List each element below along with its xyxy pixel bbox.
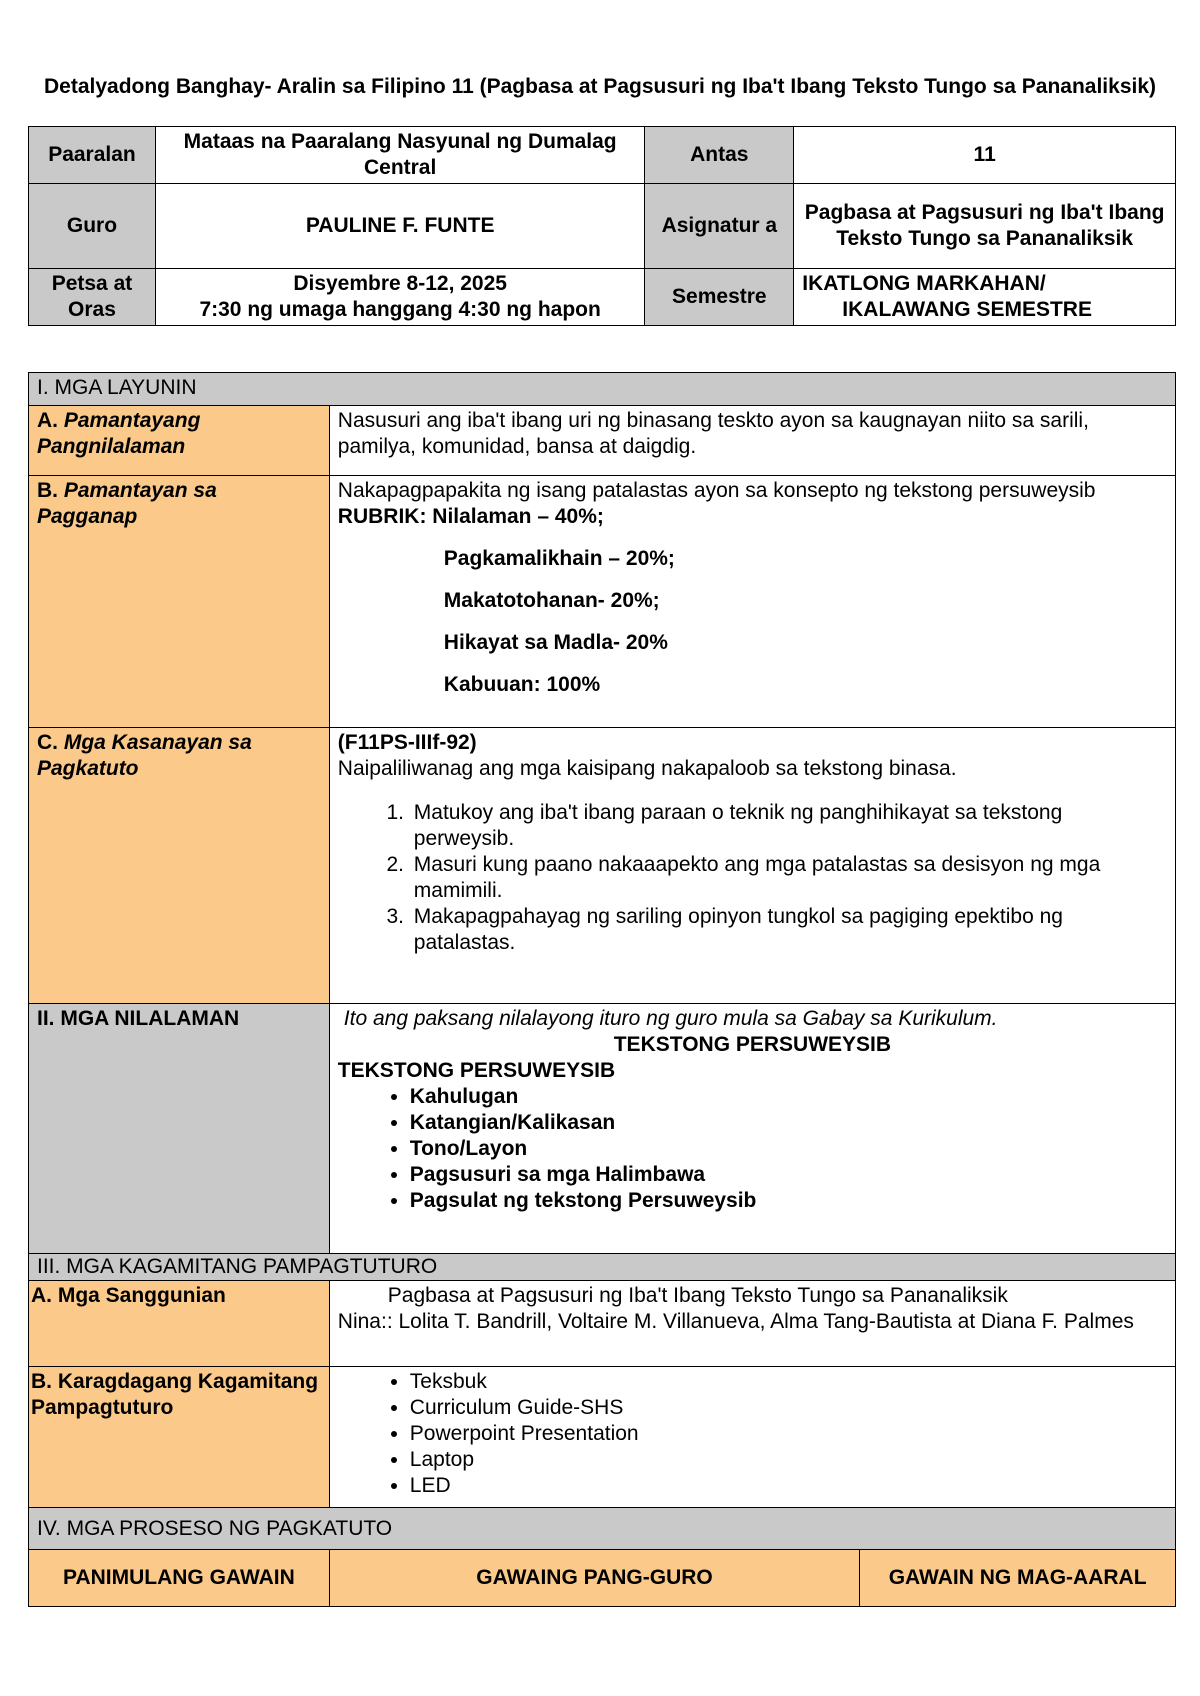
b-text: Nakapagpapakita ng isang patalastas ayon sa konsepto ng tekstong persuweysib (337, 479, 1096, 502)
list-item: • Curriculum Guide-SHS (410, 1395, 1167, 1421)
paaralan-value: Mataas na Paaralang Nasyunal ng Dumalag Central (155, 127, 644, 184)
b-prefix: B. (37, 479, 58, 502)
kagamitan-heading: III. MGA KAGAMITANG PAMPAGTUTURO (29, 1254, 1176, 1281)
rubrik-line: Pagkamalikhain – 20%; (443, 547, 675, 570)
asignatura-label: Asignatur a (645, 184, 794, 269)
petsa-time: 7:30 ng umaga hanggang 4:30 ng hapon (199, 298, 601, 321)
c-text: Naipaliliwanag ang mga kaisipang nakapaloob sa tekstong binasa. (337, 757, 957, 780)
c-code: (F11PS-IIIf-92) (337, 731, 477, 754)
header-table (28, 126, 1176, 326)
kasanayan-content (329, 728, 1175, 1004)
list-item: • Powerpoint Presentation (410, 1421, 1167, 1447)
rubrik-line: Makatotohanan- 20%; (443, 589, 660, 612)
main-table (28, 372, 1176, 1607)
nilalaman-list (338, 1084, 1167, 1214)
petsa-label: Petsa at Oras (29, 269, 156, 326)
antas-label: Antas (645, 127, 794, 184)
semestre-markahan: IKATLONG MARKAHAN/ (802, 272, 1046, 295)
nilalaman-topic-left: TEKSTONG PERSUWEYSIB (337, 1059, 616, 1082)
list-item: 1. Matukoy ang iba't ibang paraan o teknik ng panghihikayat sa tekstong perweysib. (410, 800, 1167, 852)
document-title: Detalyadong Banghay- Aralin sa Filipino 11 (Pagbasa at Pagsusuri ng Iba't Ibang Teksto Tungo sa Pananaliksik) (43, 75, 1156, 98)
list-item: 3. Makapagpahayag ng sariling opinyon tungkol sa pagiging epektibo ng patalastas. (410, 904, 1167, 956)
petsa-value (155, 269, 644, 326)
sanggunian-title: Pagbasa at Pagsusuri ng Iba't Ibang Teksto Tungo sa Pananaliksik (387, 1284, 1008, 1307)
pamantayang-pangnilalaman-text: Nasusuri ang iba't ibang uri ng binasang teskto ayon sa kaugnayan niito sa sarili, pamilya, komunidad, bansa at daigdig. (329, 406, 1175, 476)
guro-value: PAULINE F. FUNTE (155, 184, 644, 269)
a-label: Pamantayang Pangnilalaman (37, 409, 201, 458)
pamantayan-sa-pagganap-content (329, 476, 1175, 728)
list-item: • Laptop (410, 1447, 1167, 1473)
list-item: • Teksbuk (410, 1369, 1167, 1395)
list-item: • LED (410, 1473, 1167, 1499)
kasanayan-label (29, 728, 330, 1004)
pamantayang-pangnilalaman-label (29, 406, 330, 476)
list-item: • Kahulugan (410, 1084, 1167, 1110)
c-prefix: C. (37, 731, 58, 754)
nilalaman-heading: II. MGA NILALAMAN (29, 1004, 330, 1254)
pamantayan-sa-pagganap-label (29, 476, 330, 728)
c-label: Mga Kasanayan sa Pagkatuto (37, 731, 252, 780)
b-label: Pamantayan sa Pagganap (37, 479, 217, 528)
kasanayan-list (338, 800, 1167, 956)
sanggunian-authors: Nina:: Lolita T. Bandrill, Voltaire M. Villanueva, Alma Tang-Bautista at Diana F. Palmes (337, 1310, 1134, 1333)
nilalaman-intro: Ito ang paksang nilalayong ituro ng guro mula sa Gabay sa Kurikulum. (343, 1007, 998, 1030)
asignatura-value: Pagbasa at Pagsusuri ng Iba't Ibang Teksto Tungo sa Pananaliksik (794, 184, 1176, 269)
rubrik-line: RUBRIK: Nilalaman – 40%; (337, 505, 604, 528)
layunin-heading: I. MGA LAYUNIN (29, 373, 1176, 406)
rubrik-line: Kabuuan: 100% (443, 673, 601, 696)
sanggunian-content (329, 1281, 1175, 1367)
list-item: • Pagsusuri sa mga Halimbawa (410, 1162, 1167, 1188)
kagamitan-list (338, 1369, 1167, 1499)
petsa-date: Disyembre 8-12, 2025 (293, 272, 507, 295)
antas-value: 11 (794, 127, 1176, 184)
semestre-label: Semestre (645, 269, 794, 326)
a-prefix: A. (37, 409, 58, 432)
gawaing-pang-guro-header: GAWAING PANG-GURO (329, 1550, 859, 1607)
list-item: • Pagsulat ng tekstong Persuweysib (410, 1188, 1167, 1214)
guro-label: Guro (29, 184, 156, 269)
karagdagang-kagamitan-label: B. Karagdagang Kagamitang Pampagtuturo (29, 1367, 330, 1508)
panimulang-gawain-header: PANIMULANG GAWAIN (29, 1550, 330, 1607)
nilalaman-topic-center: TEKSTONG PERSUWEYSIB (613, 1033, 892, 1056)
list-item: 2. Masuri kung paano nakaaapekto ang mga patalastas sa desisyon ng mga mamimili. (410, 852, 1167, 904)
karagdagang-kagamitan-content (329, 1367, 1175, 1508)
proseso-heading: IV. MGA PROSESO NG PAGKATUTO (29, 1508, 1176, 1550)
list-item: • Katangian/Kalikasan (410, 1110, 1167, 1136)
paaralan-label: Paaralan (29, 127, 156, 184)
rubrik-line: Hikayat sa Madla- 20% (443, 631, 668, 654)
list-item: • Tono/Layon (410, 1136, 1167, 1162)
gawain-ng-mag-aaral-header: GAWAIN NG MAG-AARAL (860, 1550, 1176, 1607)
semestre-semestre: IKALAWANG SEMESTRE (842, 298, 1092, 321)
semestre-value (794, 269, 1176, 326)
nilalaman-content (329, 1004, 1175, 1254)
sanggunian-label: A. Mga Sanggunian (29, 1281, 330, 1367)
